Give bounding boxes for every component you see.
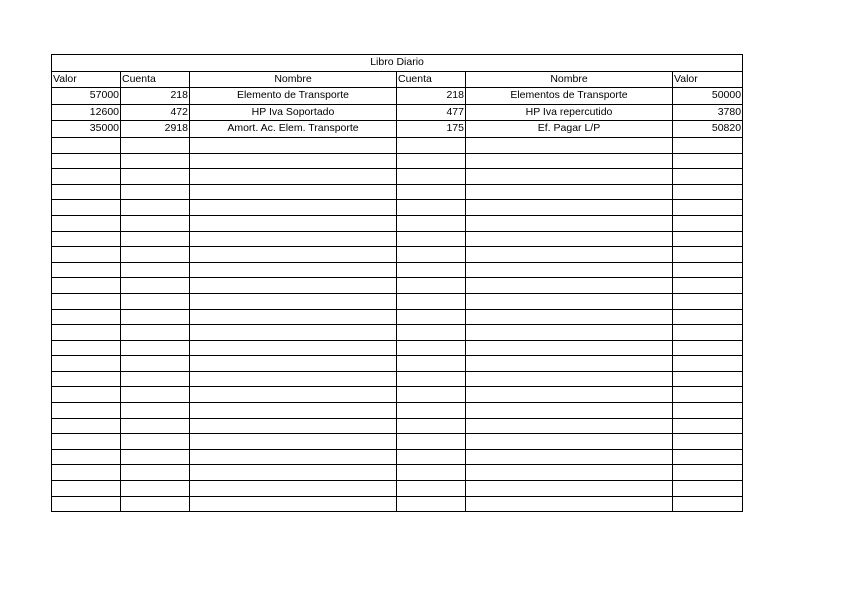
- haber-nombre-cell[interactable]: [466, 262, 673, 278]
- haber-cuenta-cell[interactable]: [397, 434, 466, 450]
- haber-cuenta-cell[interactable]: [397, 169, 466, 185]
- debe-nombre-cell[interactable]: [190, 481, 397, 497]
- debe-valor-cell[interactable]: [52, 325, 121, 341]
- debe-nombre-cell[interactable]: [190, 231, 397, 247]
- haber-cuenta-cell[interactable]: [397, 262, 466, 278]
- debe-nombre-cell[interactable]: [190, 200, 397, 216]
- haber-valor-cell[interactable]: [673, 371, 743, 387]
- haber-cuenta-cell[interactable]: [397, 309, 466, 325]
- haber-cuenta-cell[interactable]: [397, 153, 466, 169]
- haber-nombre-cell[interactable]: [466, 387, 673, 403]
- haber-cuenta-cell[interactable]: [397, 231, 466, 247]
- debe-nombre-cell[interactable]: [190, 262, 397, 278]
- haber-cuenta-cell[interactable]: 175: [397, 121, 466, 138]
- haber-cuenta-cell[interactable]: [397, 387, 466, 403]
- haber-cuenta-cell[interactable]: [397, 184, 466, 200]
- haber-nombre-cell[interactable]: Elementos de Transporte: [466, 88, 673, 105]
- haber-cuenta-cell[interactable]: [397, 403, 466, 419]
- haber-nombre-cell[interactable]: [466, 169, 673, 185]
- debe-valor-cell[interactable]: [52, 418, 121, 434]
- haber-valor-cell[interactable]: [673, 418, 743, 434]
- haber-nombre-cell[interactable]: [466, 293, 673, 309]
- empty-table-row: [52, 403, 743, 419]
- debe-nombre-cell[interactable]: [190, 137, 397, 153]
- debe-nombre-cell[interactable]: Amort. Ac. Elem. Transporte: [190, 121, 397, 138]
- haber-valor-cell[interactable]: [673, 278, 743, 294]
- debe-nombre-cell[interactable]: Elemento de Transporte: [190, 88, 397, 105]
- haber-cuenta-cell[interactable]: [397, 371, 466, 387]
- haber-nombre-cell[interactable]: [466, 418, 673, 434]
- debe-cuenta-cell[interactable]: [121, 231, 190, 247]
- debe-valor-cell[interactable]: [52, 169, 121, 185]
- debe-valor-cell[interactable]: [52, 371, 121, 387]
- haber-nombre-cell[interactable]: [466, 340, 673, 356]
- debe-cuenta-cell[interactable]: [121, 403, 190, 419]
- debe-cuenta-cell[interactable]: [121, 278, 190, 294]
- haber-nombre-cell[interactable]: [466, 434, 673, 450]
- debe-cuenta-cell[interactable]: [121, 325, 190, 341]
- debe-cuenta-cell[interactable]: [121, 449, 190, 465]
- haber-valor-cell[interactable]: [673, 403, 743, 419]
- debe-nombre-cell[interactable]: [190, 449, 397, 465]
- haber-nombre-cell[interactable]: [466, 309, 673, 325]
- empty-table-row: [52, 200, 743, 216]
- debe-valor-cell[interactable]: 57000: [52, 88, 121, 105]
- table-row: [52, 104, 743, 121]
- haber-nombre-cell[interactable]: [466, 403, 673, 419]
- haber-cuenta-cell[interactable]: [397, 465, 466, 481]
- haber-nombre-cell[interactable]: [466, 278, 673, 294]
- debe-valor-cell[interactable]: [52, 184, 121, 200]
- debe-nombre-cell[interactable]: [190, 371, 397, 387]
- debe-valor-cell[interactable]: [52, 356, 121, 372]
- haber-cuenta-cell[interactable]: [397, 293, 466, 309]
- debe-cuenta-cell[interactable]: [121, 371, 190, 387]
- haber-cuenta-cell[interactable]: [397, 200, 466, 216]
- haber-cuenta-cell[interactable]: [397, 278, 466, 294]
- empty-table-row: [52, 184, 743, 200]
- debe-nombre-cell[interactable]: [190, 434, 397, 450]
- debe-valor-cell[interactable]: [52, 153, 121, 169]
- debe-valor-cell[interactable]: [52, 465, 121, 481]
- empty-table-row: [52, 278, 743, 294]
- debe-nombre-cell[interactable]: [190, 278, 397, 294]
- empty-table-row: [52, 465, 743, 481]
- header-debe-cuenta: Cuenta: [121, 71, 190, 88]
- haber-cuenta-cell[interactable]: [397, 418, 466, 434]
- haber-valor-cell[interactable]: 50820: [673, 121, 743, 138]
- debe-nombre-cell[interactable]: [190, 340, 397, 356]
- empty-table-row: [52, 231, 743, 247]
- empty-table-row: [52, 449, 743, 465]
- haber-cuenta-cell[interactable]: [397, 340, 466, 356]
- debe-cuenta-cell[interactable]: [121, 387, 190, 403]
- debe-cuenta-cell[interactable]: [121, 496, 190, 512]
- debe-cuenta-cell[interactable]: [121, 434, 190, 450]
- haber-valor-cell[interactable]: [673, 481, 743, 497]
- haber-nombre-cell[interactable]: [466, 371, 673, 387]
- haber-valor-cell[interactable]: [673, 356, 743, 372]
- haber-valor-cell[interactable]: [673, 465, 743, 481]
- haber-nombre-cell[interactable]: [466, 356, 673, 372]
- haber-valor-cell[interactable]: [673, 215, 743, 231]
- haber-valor-cell[interactable]: [673, 434, 743, 450]
- debe-nombre-cell[interactable]: [190, 215, 397, 231]
- empty-table-row: [52, 309, 743, 325]
- haber-nombre-cell[interactable]: [466, 231, 673, 247]
- debe-nombre-cell[interactable]: [190, 247, 397, 263]
- debe-cuenta-cell[interactable]: [121, 262, 190, 278]
- haber-nombre-cell[interactable]: [466, 465, 673, 481]
- debe-cuenta-cell[interactable]: [121, 184, 190, 200]
- debe-valor-cell[interactable]: [52, 137, 121, 153]
- haber-valor-cell[interactable]: [673, 153, 743, 169]
- haber-valor-cell[interactable]: [673, 262, 743, 278]
- debe-valor-cell[interactable]: [52, 293, 121, 309]
- haber-nombre-cell[interactable]: [466, 200, 673, 216]
- empty-table-row: [52, 340, 743, 356]
- debe-nombre-cell[interactable]: [190, 496, 397, 512]
- empty-table-row: [52, 371, 743, 387]
- libro-diario-table: [51, 54, 743, 512]
- debe-valor-cell[interactable]: [52, 340, 121, 356]
- debe-nombre-cell[interactable]: [190, 465, 397, 481]
- haber-valor-cell[interactable]: [673, 137, 743, 153]
- debe-cuenta-cell[interactable]: 218: [121, 88, 190, 105]
- debe-cuenta-cell[interactable]: [121, 169, 190, 185]
- haber-valor-cell[interactable]: [673, 325, 743, 341]
- debe-cuenta-cell[interactable]: [121, 293, 190, 309]
- debe-cuenta-cell[interactable]: [121, 465, 190, 481]
- empty-table-row: [52, 496, 743, 512]
- debe-valor-cell[interactable]: [52, 262, 121, 278]
- haber-nombre-cell[interactable]: [466, 137, 673, 153]
- header-haber-nombre: Nombre: [466, 71, 673, 88]
- debe-nombre-cell[interactable]: HP Iva Soportado: [190, 104, 397, 121]
- haber-cuenta-cell[interactable]: [397, 356, 466, 372]
- debe-cuenta-cell[interactable]: 2918: [121, 121, 190, 138]
- debe-valor-cell[interactable]: [52, 231, 121, 247]
- haber-nombre-cell[interactable]: [466, 247, 673, 263]
- debe-cuenta-cell[interactable]: [121, 153, 190, 169]
- header-haber-cuenta: Cuenta: [397, 71, 466, 88]
- empty-table-row: [52, 481, 743, 497]
- empty-table-row: [52, 434, 743, 450]
- debe-cuenta-cell[interactable]: [121, 481, 190, 497]
- debe-valor-cell[interactable]: [52, 387, 121, 403]
- debe-cuenta-cell[interactable]: [121, 356, 190, 372]
- haber-cuenta-cell[interactable]: [397, 449, 466, 465]
- haber-cuenta-cell[interactable]: [397, 496, 466, 512]
- haber-valor-cell[interactable]: 3780: [673, 104, 743, 121]
- haber-cuenta-cell[interactable]: 477: [397, 104, 466, 121]
- debe-cuenta-cell[interactable]: [121, 247, 190, 263]
- debe-valor-cell[interactable]: [52, 496, 121, 512]
- haber-valor-cell[interactable]: [673, 231, 743, 247]
- haber-cuenta-cell[interactable]: [397, 325, 466, 341]
- debe-nombre-cell[interactable]: [190, 418, 397, 434]
- debe-nombre-cell[interactable]: [190, 387, 397, 403]
- haber-cuenta-cell[interactable]: [397, 215, 466, 231]
- haber-valor-cell[interactable]: [673, 387, 743, 403]
- empty-table-row: [52, 325, 743, 341]
- debe-cuenta-cell[interactable]: [121, 418, 190, 434]
- empty-table-row: [52, 153, 743, 169]
- empty-table-row: [52, 293, 743, 309]
- debe-valor-cell[interactable]: [52, 434, 121, 450]
- haber-nombre-cell[interactable]: Ef. Pagar L/P: [466, 121, 673, 138]
- debe-nombre-cell[interactable]: [190, 309, 397, 325]
- title-row: [52, 55, 743, 72]
- debe-nombre-cell[interactable]: [190, 153, 397, 169]
- debe-cuenta-cell[interactable]: [121, 137, 190, 153]
- haber-valor-cell[interactable]: [673, 340, 743, 356]
- table-row: [52, 121, 743, 138]
- debe-valor-cell[interactable]: 35000: [52, 121, 121, 138]
- header-debe-nombre: Nombre: [190, 71, 397, 88]
- haber-nombre-cell[interactable]: [466, 449, 673, 465]
- haber-valor-cell[interactable]: [673, 309, 743, 325]
- debe-nombre-cell[interactable]: [190, 403, 397, 419]
- empty-table-row: [52, 137, 743, 153]
- empty-table-row: [52, 247, 743, 263]
- haber-valor-cell[interactable]: [673, 200, 743, 216]
- haber-nombre-cell[interactable]: [466, 496, 673, 512]
- debe-cuenta-cell[interactable]: [121, 309, 190, 325]
- debe-nombre-cell[interactable]: [190, 356, 397, 372]
- debe-valor-cell[interactable]: [52, 481, 121, 497]
- haber-valor-cell[interactable]: 50000: [673, 88, 743, 105]
- debe-valor-cell[interactable]: [52, 309, 121, 325]
- haber-valor-cell[interactable]: [673, 496, 743, 512]
- debe-valor-cell[interactable]: [52, 449, 121, 465]
- haber-nombre-cell[interactable]: [466, 215, 673, 231]
- debe-valor-cell[interactable]: [52, 278, 121, 294]
- haber-valor-cell[interactable]: [673, 449, 743, 465]
- empty-table-row: [52, 387, 743, 403]
- haber-cuenta-cell[interactable]: [397, 247, 466, 263]
- haber-valor-cell[interactable]: [673, 184, 743, 200]
- haber-nombre-cell[interactable]: [466, 481, 673, 497]
- table-row: [52, 88, 743, 105]
- table-title: Libro Diario: [52, 55, 743, 72]
- debe-valor-cell[interactable]: 12600: [52, 104, 121, 121]
- debe-nombre-cell[interactable]: [190, 293, 397, 309]
- haber-nombre-cell[interactable]: HP Iva repercutido: [466, 104, 673, 121]
- debe-cuenta-cell[interactable]: 472: [121, 104, 190, 121]
- haber-valor-cell[interactable]: [673, 293, 743, 309]
- debe-nombre-cell[interactable]: [190, 169, 397, 185]
- haber-valor-cell[interactable]: [673, 247, 743, 263]
- haber-valor-cell[interactable]: [673, 169, 743, 185]
- empty-table-row: [52, 169, 743, 185]
- haber-nombre-cell[interactable]: [466, 153, 673, 169]
- empty-table-row: [52, 262, 743, 278]
- debe-valor-cell[interactable]: [52, 200, 121, 216]
- haber-cuenta-cell[interactable]: 218: [397, 88, 466, 105]
- haber-cuenta-cell[interactable]: [397, 137, 466, 153]
- debe-cuenta-cell[interactable]: [121, 340, 190, 356]
- haber-nombre-cell[interactable]: [466, 325, 673, 341]
- debe-valor-cell[interactable]: [52, 215, 121, 231]
- debe-nombre-cell[interactable]: [190, 184, 397, 200]
- header-debe-valor: Valor: [52, 71, 121, 88]
- debe-cuenta-cell[interactable]: [121, 215, 190, 231]
- debe-valor-cell[interactable]: [52, 403, 121, 419]
- empty-table-row: [52, 356, 743, 372]
- header-row: [52, 71, 743, 88]
- empty-table-row: [52, 215, 743, 231]
- empty-table-row: [52, 418, 743, 434]
- header-haber-valor: Valor: [673, 71, 743, 88]
- haber-cuenta-cell[interactable]: [397, 481, 466, 497]
- debe-valor-cell[interactable]: [52, 247, 121, 263]
- haber-nombre-cell[interactable]: [466, 184, 673, 200]
- debe-cuenta-cell[interactable]: [121, 200, 190, 216]
- debe-nombre-cell[interactable]: [190, 325, 397, 341]
